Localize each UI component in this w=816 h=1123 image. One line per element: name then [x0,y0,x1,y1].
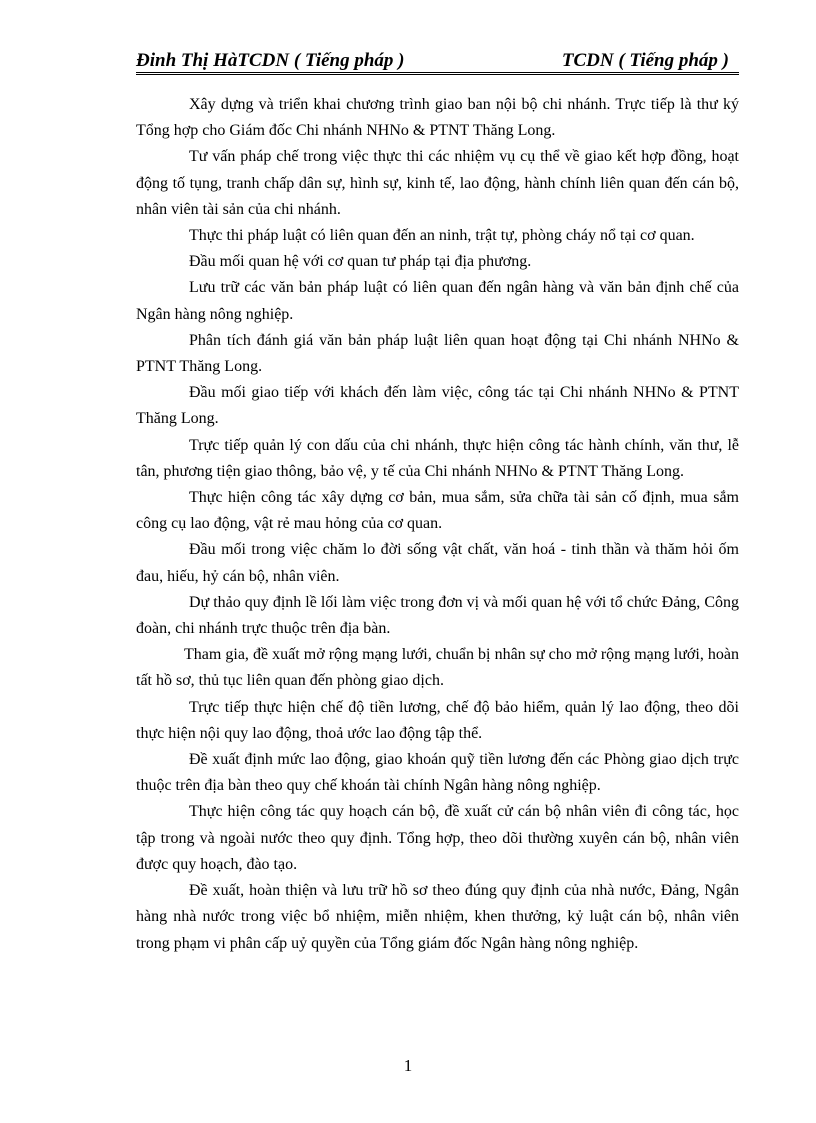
paragraph: Lưu trữ các văn bản pháp luật có liên quan đến ngân hàng và văn bản định chế của Ngân hàng nông nghiệp. [136,279,739,323]
paragraph: Dự thảo quy định lề lối làm việc trong đơn vị và mối quan hệ với tổ chức Đảng, Công đoàn, chi nhánh trực thuộc trên địa bàn. [136,593,739,638]
header-right-text: TCDN ( Tiếng pháp ) [561,50,729,71]
page-number: 1 [403,1056,413,1075]
document-body [136,92,739,957]
paragraph: Tư vấn pháp chế trong việc thực thi các nhiệm vụ cụ thể về giao kết hợp đồng, hoạt động tố tụng, tranh chấp dân sự, hình sự, kinh tế, lao động, hành chính liên quan đến cán bộ, nhân viên tài sản của chi nhánh. [136,148,739,218]
paragraph: Đề xuất định mức lao động, giao khoán quỹ tiền lương đến các Phòng giao dịch trực thuộc trên địa bàn theo quy chế khoán tài chính Ngân hàng nông nghiệp. [136,751,739,795]
paragraph: Đầu mối trong việc chăm lo đời sống vật chất, văn hoá - tinh thần và thăm hỏi ốm đau, hiếu, hỷ cán bộ, nhân viên. [136,541,739,585]
paragraph: Phân tích đánh giá văn bản pháp luật liên quan hoạt động tại Chi nhánh NHNo & PTNT Thăng Long. [136,331,739,376]
page-header [136,50,739,75]
paragraph: Đầu mối quan hệ với cơ quan tư pháp tại địa phương. [189,253,532,271]
paragraph: Đầu mối giao tiếp với khách đến làm việc, công tác tại Chi nhánh NHNo & PTNT Thăng Long. [136,384,739,428]
paragraph: Thực hiện công tác quy hoạch cán bộ, đề xuất cử cán bộ nhân viên đi công tác, học tập trong và ngoài nước theo quy định. Tổng hợp, theo dõi thường xuyên cán bộ, nhân viên được quy hoạch, đào tạo. [136,803,739,873]
paragraph: Tham gia, đề xuất mở rộng mạng lưới, chuẩn bị nhân sự cho mở rộng mạng lưới, hoàn tất hồ sơ, thủ tục liên quan đến phòng giao dịch. [136,646,739,690]
paragraph: Thực hiện công tác xây dựng cơ bản, mua sắm, sửa chữa tài sản cố định, mua sắm công cụ lao động, vật rẻ mau hỏng của cơ quan. [136,489,739,533]
paragraph: Trực tiếp thực hiện chế độ tiền lương, chế độ bảo hiểm, quản lý lao động, theo dõi thực hiện nội quy lao động, thoả ước lao động tập thể. [136,698,739,742]
paragraph: Thực thi pháp luật có liên quan đến an ninh, trật tự, phòng cháy nổ tại cơ quan. [189,227,695,245]
paragraph: Trực tiếp quản lý con dấu của chi nhánh, thực hiện công tác hành chính, văn thư, lễ tân, phương tiện giao thông, bảo vệ, y tế của Chi nhánh NHNo & PTNT Thăng Long. [136,436,739,480]
header-left-text: Đinh Thị HàTCDN ( Tiếng pháp ) [136,50,405,71]
paragraph: Xây dựng và triển khai chương trình giao ban nội bộ chi nhánh. Trực tiếp là thư ký Tổng hợp cho Giám đốc Chi nhánh NHNo & PTNT Thăng Long. [136,96,739,140]
paragraph: Đề xuất, hoàn thiện và lưu trữ hồ sơ theo đúng quy định của nhà nước, Đảng, Ngân hàng nhà nước trong việc bổ nhiệm, miễn nhiệm, khen thưởng, kỷ luật cán bộ, nhân viên trong phạm vi phân cấp uỷ quyền của Tổng giám đốc Ngân hàng nông nghiệp. [136,882,739,952]
